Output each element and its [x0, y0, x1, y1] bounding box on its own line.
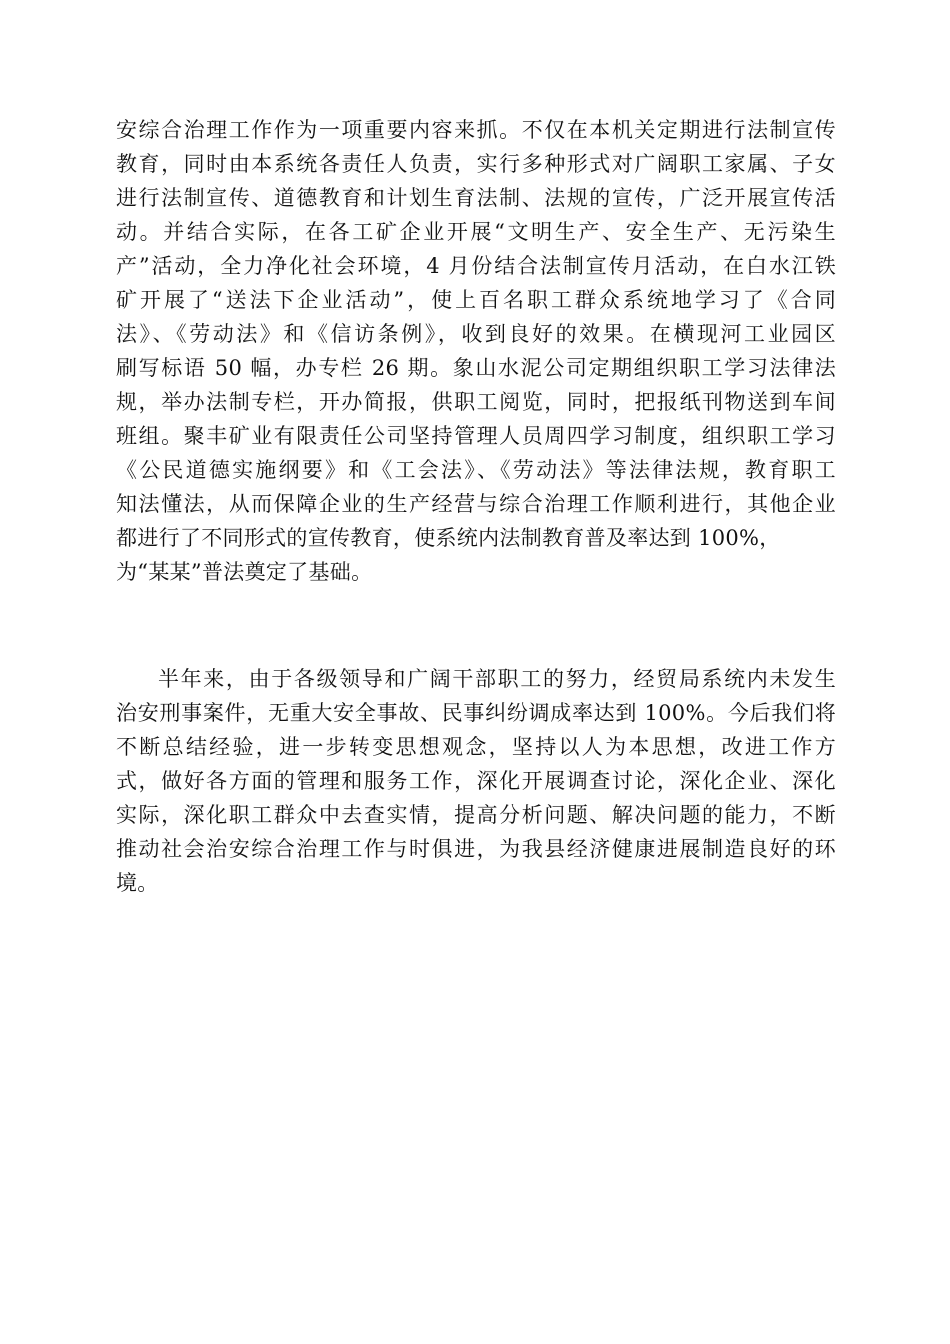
- paragraph-line: 推动社会治安综合治理工作与时俱进，为我县经济健康进展制造良好的环: [116, 837, 836, 861]
- paragraph-line: 进行法制宣传、道德教育和计划生育法制、法规的宣传，广泛开展宣传活: [116, 186, 836, 210]
- paragraph-line: 安综合治理工作作为一项重要内容来抓。不仅在本机关定期进行法制宣传: [116, 118, 836, 142]
- paragraph-line: 都进行了不同形式的宣传教育，使系统内法制教育普及率达到 100%，: [116, 526, 781, 550]
- paragraph-line: 为“某某”普法奠定了基础。: [116, 560, 373, 584]
- paragraph-line: 不断总结经验，进一步转变思想观念，坚持以人为本思想，改进工作方: [116, 735, 836, 759]
- paragraph-line: 境。: [116, 871, 159, 895]
- paragraph-line: 动。并结合实际，在各工矿企业开展“文明生产、安全生产、无污染生: [116, 220, 836, 244]
- paragraph-line: 班组。聚丰矿业有限责任公司坚持管理人员周四学习制度，组织职工学习: [116, 424, 836, 448]
- paragraph-line: 治安刑事案件，无重大安全事故、民事纠纷调成率达到 100%。今后我们将: [116, 701, 836, 725]
- paragraph-line: 实际，深化职工群众中去查实情，提高分析问题、解决问题的能力，不断: [116, 803, 836, 827]
- paragraph-line: 《公民道德实施纲要》和《工会法》、《劳动法》等法律法规，教育职工: [116, 458, 836, 482]
- paragraph-line: 半年来，由于各级领导和广阔干部职工的努力，经贸局系统内未发生: [158, 667, 836, 691]
- paragraph-line: 式，做好各方面的管理和服务工作，深化开展调查讨论，深化企业、深化: [116, 769, 836, 793]
- paragraph-2: [116, 662, 836, 900]
- paragraph-line: 产”活动，全力净化社会环境，4 月份结合法制宣传月活动，在白水江铁: [116, 254, 836, 278]
- paragraph-line: 教育，同时由本系统各责任人负责，实行多种形式对广阔职工家属、子女: [116, 152, 836, 176]
- paragraph-line: 规，举办法制专栏，开办简报，供职工阅览，同时，把报纸刊物送到车间: [116, 390, 836, 414]
- paragraph-line: 矿开展了“送法下企业活动”，使上百名职工群众系统地学习了《合同: [116, 288, 836, 312]
- paragraph-1: [116, 113, 836, 589]
- paragraph-line: 法》、《劳动法》和《信访条例》，收到良好的效果。在横现河工业园区: [116, 322, 836, 346]
- paragraph-line: 知法懂法，从而保障企业的生产经营与综合治理工作顺利进行，其他企业: [116, 492, 836, 516]
- paragraph-line: 刷写标语 50 幅，办专栏 26 期。象山水泥公司定期组织职工学习法律法: [116, 356, 836, 380]
